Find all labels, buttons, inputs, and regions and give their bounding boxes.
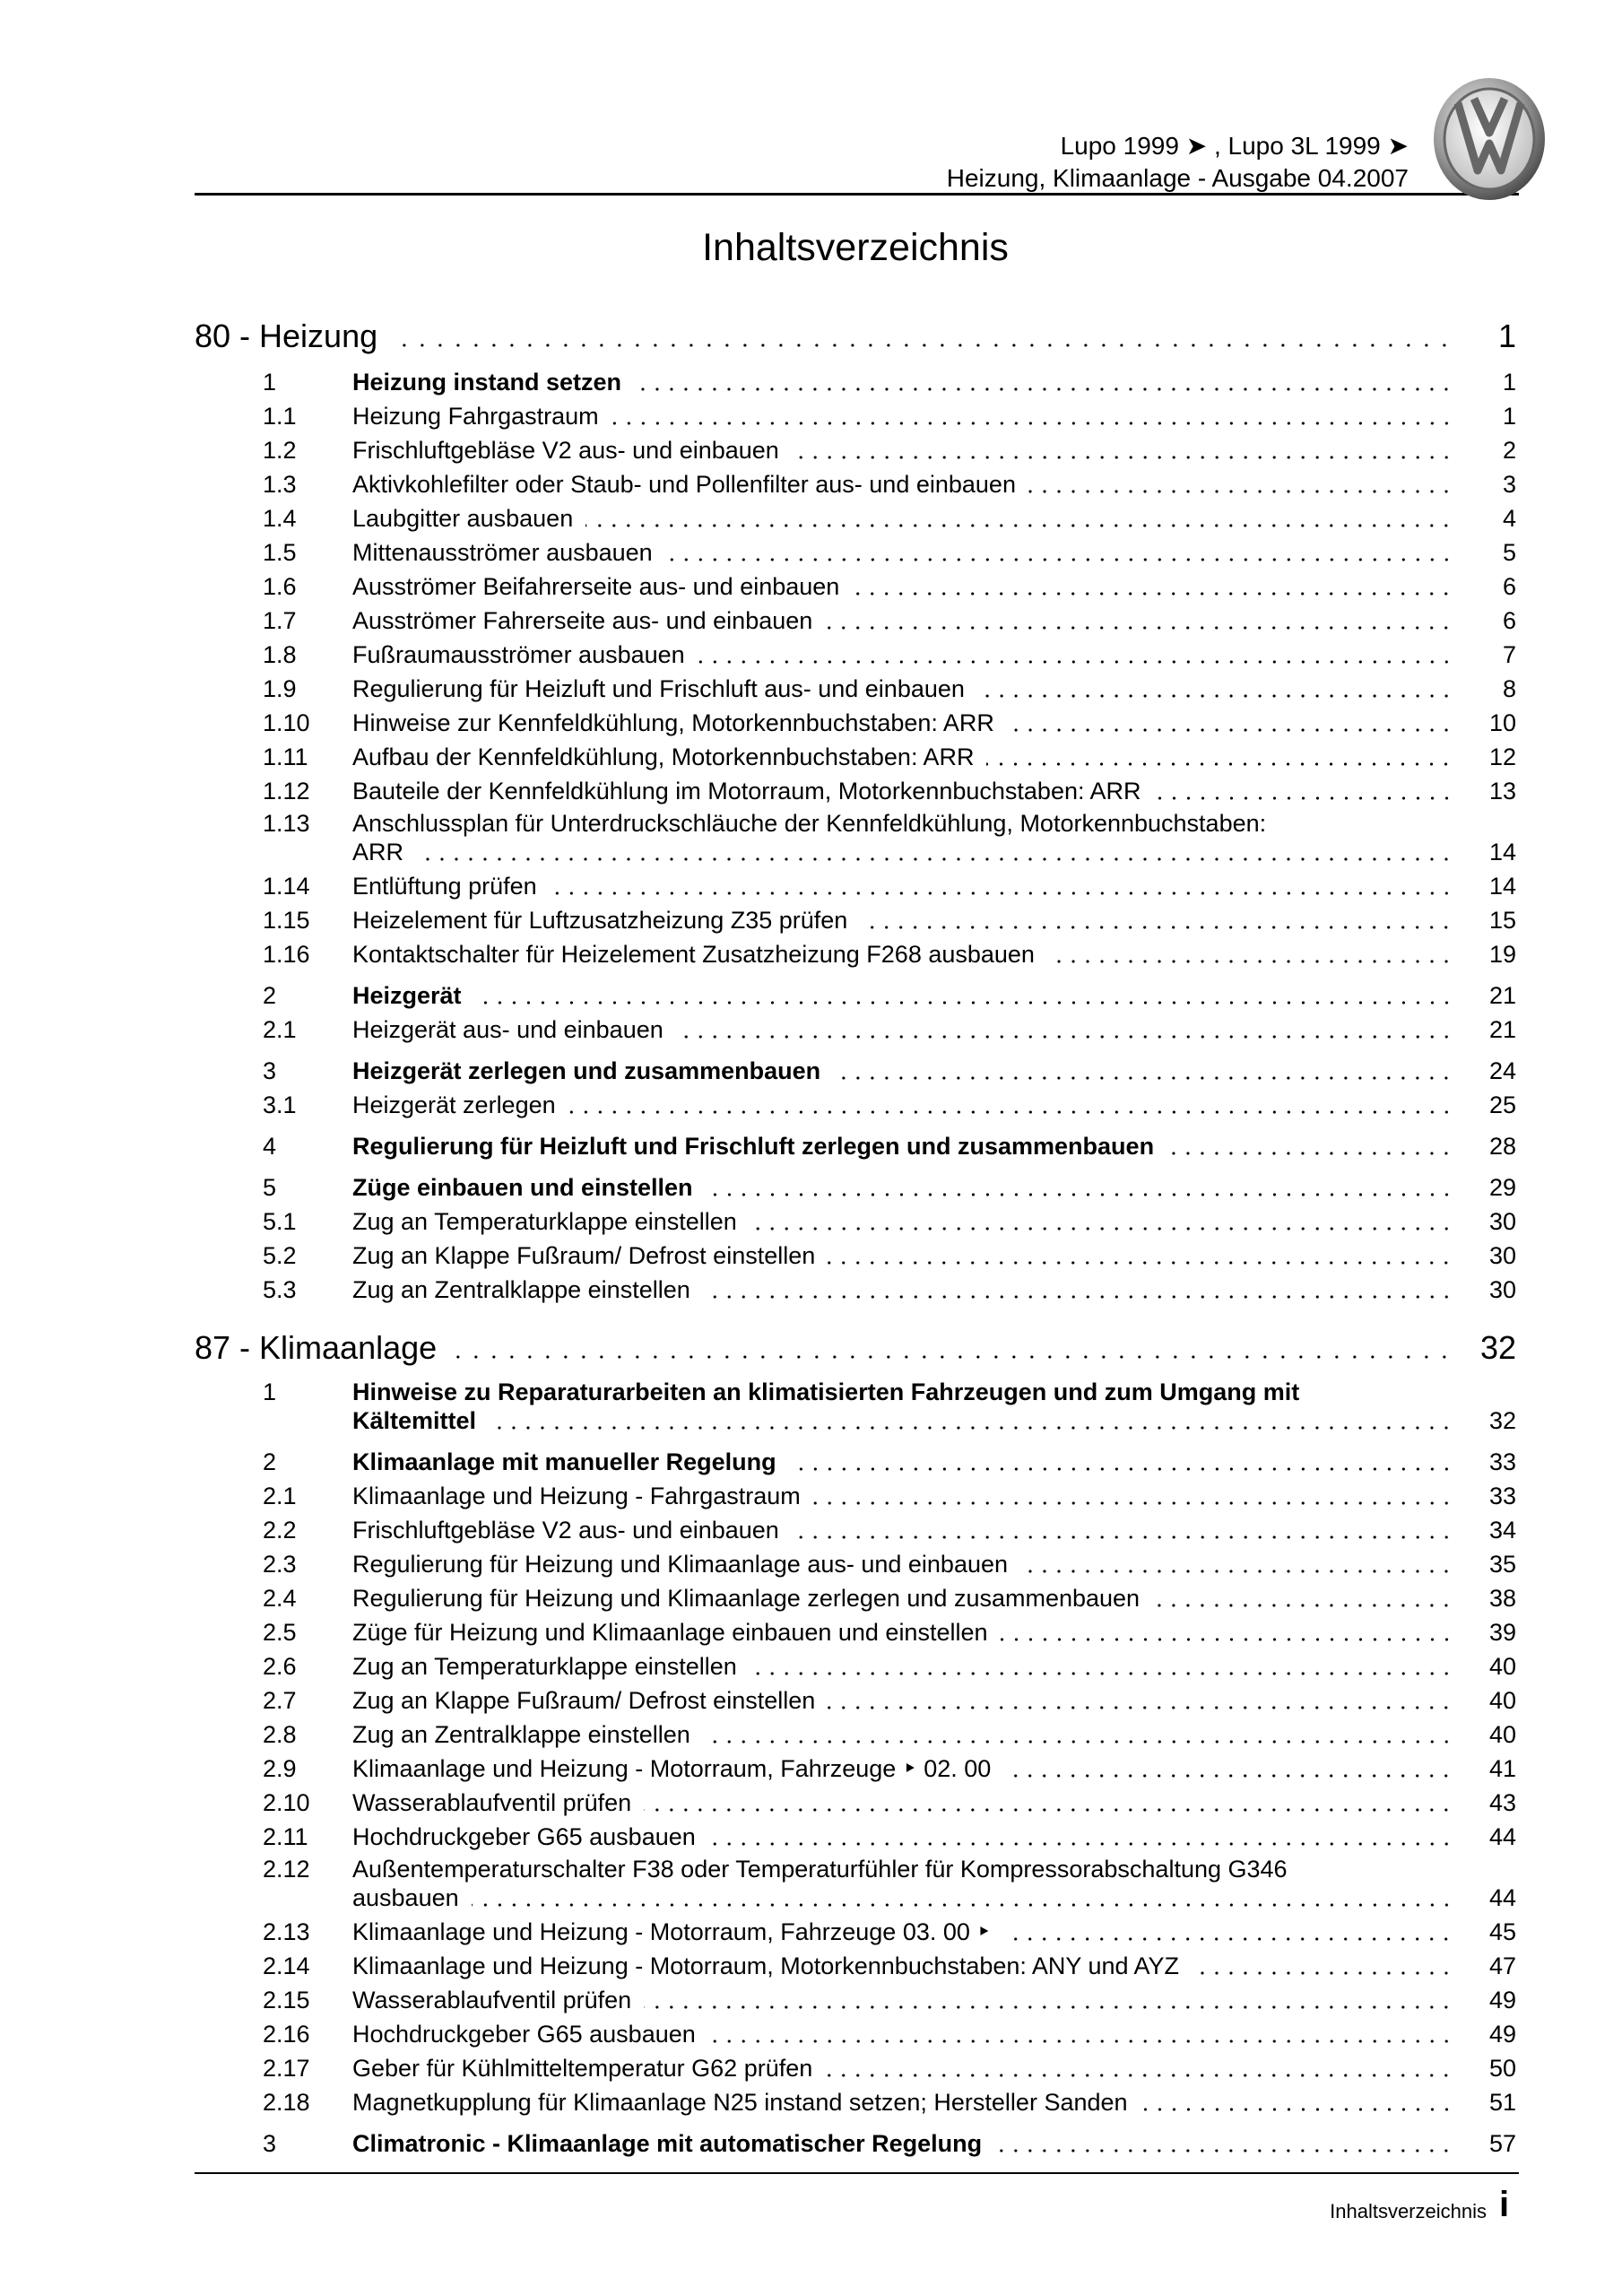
entry-page-number: 7	[1502, 641, 1516, 668]
entry-number: 1.5	[263, 539, 297, 566]
entry-number: 2.10	[263, 1789, 310, 1816]
entry-title: Anschlussplan für Unterdruckschläuche der Kennfeldkühlung, Motorkennbuchstaben:	[352, 810, 1267, 837]
toc-entry[interactable]	[195, 1205, 1516, 1239]
entry-page-number: 29	[1488, 1174, 1516, 1201]
entry-page-number: 1	[1502, 403, 1516, 430]
dot-leader	[472, 1903, 1453, 1907]
toc-entry[interactable]	[195, 1129, 1516, 1163]
entry-title: Entlüftung prüfen	[352, 873, 537, 900]
entry-page-number: 28	[1488, 1133, 1516, 1160]
dot-leader	[860, 926, 1453, 929]
toc-entry[interactable]	[195, 869, 1516, 903]
dot-leader	[568, 1110, 1453, 1114]
toc-entry[interactable]	[195, 978, 1516, 1013]
dot-leader	[1020, 1570, 1453, 1573]
entry-title: Magnetkupplung für Klimaanlage N25 instand setzen; Hersteller Sanden	[352, 2089, 1128, 2116]
entry-page-number: 33	[1488, 1448, 1516, 1475]
entry-page-number: 40	[1488, 1653, 1516, 1680]
entry-page-number: 1	[1497, 317, 1516, 354]
footer-page-number: i	[1499, 2185, 1510, 2224]
toc-entry[interactable]	[195, 2126, 1516, 2161]
entry-title: Laubgitter ausbauen	[352, 505, 574, 532]
dot-leader	[612, 422, 1453, 425]
entry-page-number: 30	[1488, 1208, 1516, 1235]
entry-page-number: 50	[1488, 2055, 1516, 2082]
dot-leader	[449, 1355, 1453, 1359]
dot-leader	[1154, 796, 1454, 800]
dot-leader	[1141, 2108, 1453, 2111]
entry-title: ausbauen	[352, 1884, 459, 1911]
toc-entry[interactable]	[195, 1949, 1516, 1983]
entry-page-number: 43	[1488, 1789, 1516, 1816]
entry-title: Frischluftgebläse V2 aus- und einbauen	[352, 437, 779, 464]
entry-title: Aktivkohlefilter oder Staub- und Pollenfilter aus- und einbauen	[352, 471, 1016, 498]
entry-number: 1.11	[263, 744, 308, 770]
entry-title: Regulierung für Heizung und Klimaanlage aus- und einbauen	[352, 1551, 1009, 1578]
entry-title: Zug an Klappe Fußraum/ Defrost einstellen	[352, 1687, 816, 1714]
toc-entry[interactable]	[195, 1170, 1516, 1205]
entry-number: 5.1	[263, 1208, 297, 1235]
toc-section	[195, 1326, 1516, 2161]
section-heading[interactable]	[195, 315, 1516, 358]
footer-rule	[195, 2172, 1519, 2174]
entry-title: Regulierung für Heizluft und Frischluft aus- und einbauen	[352, 675, 965, 702]
entry-title: Hochdruckgeber G65 ausbauen	[352, 2021, 696, 2048]
entry-page-number: 19	[1488, 941, 1516, 968]
entry-title: Mittenausströmer ausbauen	[352, 539, 653, 566]
entry-title: Klimaanlage und Heizung - Motorraum, Motorkennbuchstaben: ANY und AYZ	[352, 1952, 1180, 1979]
toc-entry[interactable]	[195, 1273, 1516, 1307]
entry-number: 1.1	[263, 403, 297, 430]
entry-page-number: 32	[1479, 1329, 1516, 1366]
toc-entry[interactable]	[195, 1820, 1516, 1854]
toc-entry[interactable]	[195, 774, 1516, 808]
entry-title: Aufbau der Kennfeldkühlung, Motorkennbuchstaben: ARR	[352, 744, 975, 770]
entry-page-number: 3	[1502, 471, 1516, 498]
entry-title: Züge für Heizung und Klimaanlage einbauen und einstellen	[352, 1619, 988, 1646]
dot-leader	[698, 660, 1453, 664]
entry-title: Zug an Klappe Fußraum/ Defrost einstellen	[352, 1242, 816, 1269]
entry-page-number: 10	[1488, 709, 1516, 736]
entry-title: 87 - Klimaanlage	[195, 1329, 438, 1366]
toc-entry[interactable]	[195, 1377, 1516, 1438]
entry-number: 1.3	[263, 471, 297, 498]
entry-title: 80 - Heizung	[195, 317, 378, 354]
toc-entry[interactable]	[195, 1547, 1516, 1581]
dot-leader	[1028, 490, 1453, 493]
dot-leader	[1003, 1774, 1453, 1778]
dot-leader	[750, 1227, 1453, 1231]
toc-entry[interactable]	[195, 1239, 1516, 1273]
entry-number: 2.9	[263, 1755, 297, 1782]
entry-page-number: 40	[1488, 1721, 1516, 1748]
entry-title: Regulierung für Heizluft und Frischluft zerlegen und zusammenbauen	[352, 1133, 1155, 1160]
entry-number: 2.18	[263, 2089, 310, 2116]
entry-title: Kontaktschalter für Heizelement Zusatzheizung F268 ausbauen	[352, 941, 1035, 968]
entry-page-number: 21	[1488, 1016, 1516, 1043]
entry-number: 1.6	[263, 573, 297, 600]
page-title: Inhaltsverzeichnis	[702, 226, 1009, 269]
dot-leader	[833, 1076, 1453, 1080]
toc-entry[interactable]	[195, 638, 1516, 672]
entry-title: Frischluftgebläse V2 aus- und einbauen	[352, 1517, 779, 1544]
toc-entry[interactable]	[195, 433, 1516, 467]
entry-page-number: 44	[1488, 1823, 1516, 1850]
dot-leader	[665, 558, 1453, 561]
entry-title: Klimaanlage und Heizung - Motorraum, Fahrzeuge ‣ 02. 00	[352, 1755, 992, 1782]
entry-continuation-line[interactable]	[195, 835, 1516, 869]
table-of-contents	[195, 315, 1516, 2161]
toc-entry[interactable]	[195, 2051, 1516, 2085]
entry-title: Fußraumausströmer ausbauen	[352, 641, 685, 668]
toc-entry[interactable]	[195, 467, 1516, 501]
footer-label: Inhaltsverzeichnis	[1330, 2200, 1487, 2222]
entry-title: Heizelement für Luftzusatzheizung Z35 prüfen	[352, 907, 848, 934]
entry-title: ARR	[352, 839, 404, 865]
entry-title: Climatronic - Klimaanlage mit automatischer Regelung	[352, 2130, 983, 2157]
entry-title: Ausströmer Fahrerseite aus- und einbauen	[352, 607, 813, 634]
entry-title: Züge einbauen und einstellen	[352, 1174, 693, 1201]
toc-entry[interactable]	[195, 1088, 1516, 1122]
entry-title: Zug an Zentralklappe einstellen	[352, 1276, 690, 1303]
toc-entry[interactable]	[195, 1854, 1516, 1915]
toc-entry[interactable]	[195, 1445, 1516, 1479]
dot-leader	[1001, 1638, 1454, 1641]
entry-title: Heizung Fahrgastraum	[352, 403, 599, 430]
entry-number: 3.1	[263, 1091, 297, 1118]
entry-page-number: 25	[1488, 1091, 1516, 1118]
dot-leader	[550, 891, 1453, 895]
entry-page-number: 45	[1488, 1918, 1516, 1945]
dot-leader	[1003, 1937, 1453, 1941]
entry-page-number: 6	[1502, 607, 1516, 634]
entry-title: Hochdruckgeber G65 ausbauen	[352, 1823, 696, 1850]
toc-entry[interactable]	[195, 1513, 1516, 1547]
dot-leader	[703, 1295, 1453, 1299]
entry-number: 2.15	[263, 1987, 310, 2013]
entry-page-number: 41	[1488, 1755, 1516, 1782]
toc-entry[interactable]	[195, 1649, 1516, 1683]
dot-leader	[706, 1193, 1453, 1196]
toc-entry[interactable]	[195, 937, 1516, 971]
entry-title: Kältemittel	[352, 1407, 477, 1434]
entry-number: 2.17	[263, 2055, 310, 2082]
vw-logo-icon	[1422, 72, 1557, 206]
entry-title: Außentemperaturschalter F38 oder Temperaturfühler für Kompressorabschaltung G346	[352, 1856, 1288, 1883]
dot-leader	[585, 524, 1453, 527]
entry-number: 2.1	[263, 1016, 297, 1043]
entry-number: 2.8	[263, 1721, 297, 1748]
dot-leader	[750, 1672, 1453, 1675]
entry-number: 2.16	[263, 2021, 310, 2048]
entry-number: 1.9	[263, 675, 297, 702]
dot-leader	[792, 1535, 1453, 1539]
toc-entry[interactable]	[195, 2085, 1516, 2119]
entry-number: 1.13	[263, 810, 310, 837]
entry-page-number: 34	[1488, 1517, 1516, 1544]
entry-continuation-line[interactable]	[195, 1881, 1516, 1915]
entry-title: Heizgerät	[352, 982, 462, 1009]
entry-page-number: 38	[1488, 1585, 1516, 1612]
header-rule	[195, 193, 1519, 196]
toc-entry[interactable]	[195, 740, 1516, 774]
dot-leader	[1007, 728, 1453, 732]
entry-page-number: 35	[1488, 1551, 1516, 1578]
dot-leader	[634, 387, 1453, 391]
toc-entry[interactable]	[195, 1615, 1516, 1649]
dot-leader	[489, 1426, 1453, 1430]
entry-number: 1.4	[263, 505, 297, 532]
entry-title: Klimaanlage und Heizung - Fahrgastraum	[352, 1483, 801, 1509]
dot-leader	[828, 1706, 1453, 1709]
entry-title: Klimaanlage und Heizung - Motorraum, Fahrzeuge 03. 00 ‣	[352, 1918, 992, 1945]
entry-title: Zug an Zentralklappe einstellen	[352, 1721, 690, 1748]
entry-page-number: 5	[1502, 539, 1516, 566]
toc-entry[interactable]	[195, 706, 1516, 740]
entry-title: Ausströmer Beifahrerseite aus- und einbauen	[352, 573, 840, 600]
toc-entry[interactable]	[195, 1054, 1516, 1088]
entry-number: 2.2	[263, 1517, 297, 1544]
header-manual-edition: Heizung, Klimaanlage - Ausgabe 04.2007	[946, 164, 1409, 192]
entry-number: 3	[263, 1057, 277, 1084]
entry-number: 2.3	[263, 1551, 297, 1578]
dot-leader	[825, 626, 1453, 630]
entry-continuation-line[interactable]	[195, 1404, 1516, 1438]
entry-number: 2.12	[263, 1856, 310, 1883]
header-vehicle-models: Lupo 1999 ➤ , Lupo 3L 1999 ➤	[1060, 132, 1409, 160]
toc-entry[interactable]	[195, 2017, 1516, 2051]
entry-page-number: 40	[1488, 1687, 1516, 1714]
entry-page-number: 49	[1488, 2021, 1516, 2048]
entry-number: 2.5	[263, 1619, 297, 1646]
dot-leader	[994, 2149, 1453, 2152]
entry-number: 2.6	[263, 1653, 297, 1680]
toc-entry[interactable]	[195, 1718, 1516, 1752]
entry-number: 3	[263, 2130, 277, 2157]
entry-page-number: 30	[1488, 1242, 1516, 1269]
entry-title: Wasserablaufventil prüfen	[352, 1789, 632, 1816]
entry-page-number: 14	[1488, 873, 1516, 900]
entry-number: 1.7	[263, 607, 297, 634]
toc-entry[interactable]	[195, 1683, 1516, 1718]
entry-number: 2.14	[263, 1952, 310, 1979]
toc-entry[interactable]	[195, 903, 1516, 937]
entry-page-number: 32	[1488, 1407, 1516, 1434]
toc-entry[interactable]	[195, 672, 1516, 706]
toc-entry[interactable]	[195, 1983, 1516, 2017]
toc-entry[interactable]	[195, 1479, 1516, 1513]
entry-title: Geber für Kühlmitteltemperatur G62 prüfen	[352, 2055, 813, 2082]
entry-title: Zug an Temperaturklappe einstellen	[352, 1208, 737, 1235]
entry-page-number: 30	[1488, 1276, 1516, 1303]
dot-leader	[1192, 1971, 1453, 1975]
dot-leader	[828, 1261, 1453, 1265]
entry-number: 1.14	[263, 873, 310, 900]
dot-leader	[1167, 1152, 1453, 1155]
dot-leader	[852, 592, 1453, 596]
dot-leader	[474, 1001, 1453, 1004]
entry-page-number: 21	[1488, 982, 1516, 1009]
toc-entry[interactable]	[195, 1915, 1516, 1949]
entry-number: 2	[263, 1448, 277, 1475]
entry-page-number: 33	[1488, 1483, 1516, 1509]
entry-number: 1	[263, 369, 277, 396]
dot-leader	[813, 1501, 1453, 1505]
entry-page-number: 57	[1488, 2130, 1516, 2157]
entry-page-number: 47	[1488, 1952, 1516, 1979]
section-heading[interactable]	[195, 1326, 1516, 1370]
dot-leader	[986, 762, 1453, 766]
dot-leader	[1047, 960, 1453, 963]
entry-page-number: 44	[1488, 1884, 1516, 1911]
toc-section	[195, 315, 1516, 1307]
entry-number: 2.4	[263, 1585, 297, 1612]
dot-leader	[1152, 1604, 1453, 1607]
entry-page-number: 39	[1488, 1619, 1516, 1646]
dot-leader	[789, 1467, 1453, 1471]
entry-title: Heizgerät zerlegen	[352, 1091, 556, 1118]
entry-page-number: 2	[1502, 437, 1516, 464]
entry-number: 2	[263, 982, 277, 1009]
entry-title: Hinweise zur Kennfeldkühlung, Motorkennbuchstaben: ARR	[352, 709, 994, 736]
entry-number: 1.15	[263, 907, 310, 934]
entry-page-number: 15	[1488, 907, 1516, 934]
entry-title: Klimaanlage mit manueller Regelung	[352, 1448, 776, 1475]
entry-number: 1.10	[263, 709, 310, 736]
toc-entry[interactable]	[195, 535, 1516, 570]
dot-leader	[703, 1740, 1453, 1744]
dot-leader	[708, 1842, 1453, 1846]
entry-page-number: 6	[1502, 573, 1516, 600]
toc-entry[interactable]	[195, 1581, 1516, 1615]
entry-title: Wasserablaufventil prüfen	[352, 1987, 632, 2013]
entry-first-line	[195, 1377, 1516, 1404]
entry-number: 1.12	[263, 778, 310, 804]
entry-page-number: 13	[1488, 778, 1516, 804]
entry-first-line	[195, 1854, 1516, 1881]
entry-title: Zug an Temperaturklappe einstellen	[352, 1653, 737, 1680]
entry-title: Heizgerät aus- und einbauen	[352, 1016, 664, 1043]
entry-number: 2.13	[263, 1918, 310, 1945]
dot-leader	[390, 344, 1453, 347]
entry-title: Bauteile der Kennfeldkühlung im Motorraum, Motorkennbuchstaben: ARR	[352, 778, 1141, 804]
entry-number: 5.3	[263, 1276, 297, 1303]
entry-page-number: 8	[1502, 675, 1516, 702]
entry-page-number: 49	[1488, 1987, 1516, 2013]
entry-number: 2.11	[263, 1823, 308, 1850]
toc-entry[interactable]	[195, 501, 1516, 535]
toc-entry[interactable]	[195, 570, 1516, 604]
entry-page-number: 14	[1488, 839, 1516, 865]
entry-first-line	[195, 808, 1516, 835]
entry-number: 1.16	[263, 941, 310, 968]
entry-page-number: 51	[1488, 2089, 1516, 2116]
dot-leader	[644, 2005, 1453, 2009]
toc-entry[interactable]	[195, 1013, 1516, 1047]
entry-page-number: 24	[1488, 1057, 1516, 1084]
toc-entry[interactable]	[195, 808, 1516, 869]
dot-leader	[644, 1808, 1453, 1812]
entry-page-number: 4	[1502, 505, 1516, 532]
dot-leader	[676, 1035, 1453, 1039]
entry-number: 2.1	[263, 1483, 297, 1509]
entry-number: 1.8	[263, 641, 297, 668]
entry-page-number: 1	[1502, 369, 1516, 396]
entry-number: 1.2	[263, 437, 297, 464]
entry-title: Heizung instand setzen	[352, 369, 622, 396]
toc-entry[interactable]	[195, 1786, 1516, 1820]
entry-title: Regulierung für Heizung und Klimaanlage zerlegen und zusammenbauen	[352, 1585, 1141, 1612]
dot-leader	[792, 456, 1453, 459]
entry-number: 2.7	[263, 1687, 297, 1714]
toc-entry[interactable]	[195, 1752, 1516, 1786]
entry-title: Hinweise zu Reparaturarbeiten an klimatisierten Fahrzeugen und zum Umgang mit	[352, 1378, 1300, 1405]
dot-leader	[977, 694, 1453, 698]
toc-entry[interactable]	[195, 604, 1516, 638]
dot-leader	[825, 2074, 1453, 2077]
entry-title: Heizgerät zerlegen und zusammenbauen	[352, 1057, 821, 1084]
entry-number: 4	[263, 1133, 277, 1160]
entry-number: 1	[263, 1378, 277, 1405]
entry-number: 5	[263, 1174, 277, 1201]
toc-entry[interactable]	[195, 365, 1516, 399]
toc-entry[interactable]	[195, 399, 1516, 433]
dot-leader	[708, 2039, 1453, 2043]
entry-number: 5.2	[263, 1242, 297, 1269]
dot-leader	[416, 857, 1453, 861]
entry-page-number: 12	[1488, 744, 1516, 770]
